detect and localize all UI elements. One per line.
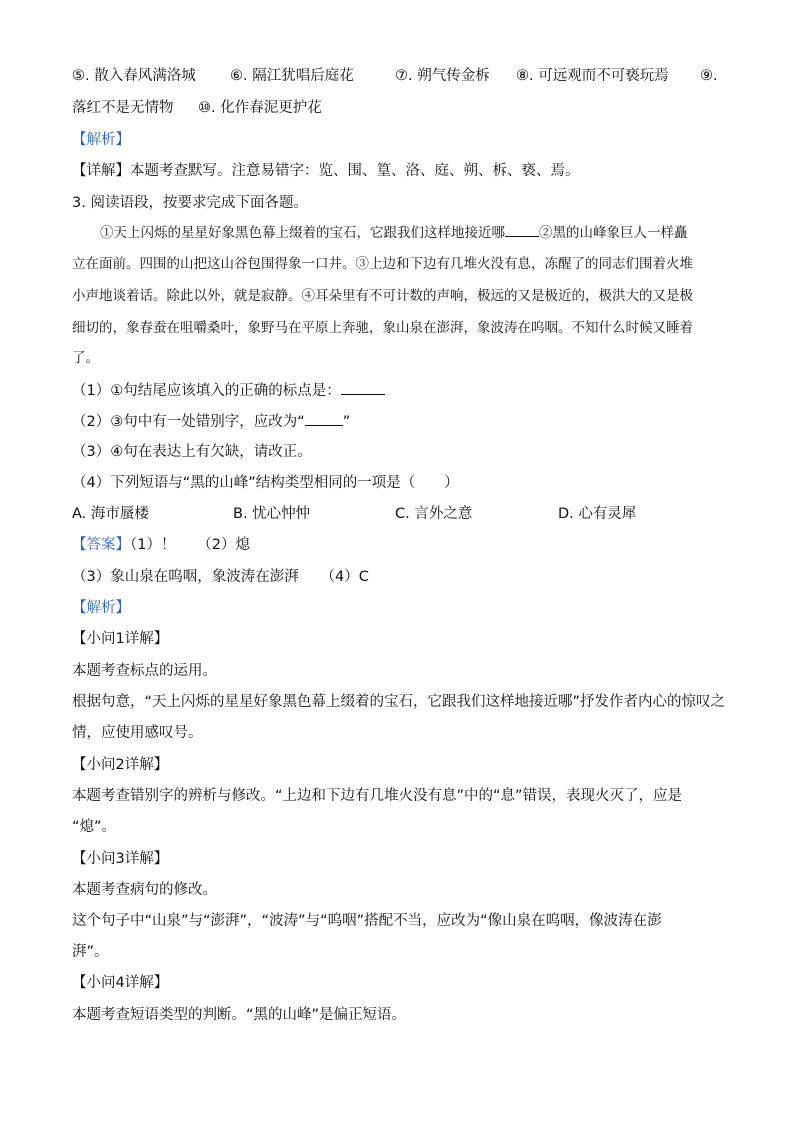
passage-line: 细切的，象春蚕在咀嚼桑叶，象野马在平原上奔驰，象山泉在澎湃，象波涛在呜咽。不知什么时候又睡着 bbox=[72, 320, 693, 336]
answer-item: ⑨. bbox=[700, 68, 718, 84]
passage-line: ①天上闪烁的星星好象黑色幕上缀着的宝石，它跟我们这样地接近哪 ②黑的山峰象巨人一样矗 bbox=[100, 222, 752, 243]
answer-blank bbox=[341, 380, 385, 395]
answer-line-1: 【答案】（1）！ （2）熄 bbox=[72, 537, 250, 553]
detail-text: 本题考查短语类型的判断。“黑的山峰”是偏正短语。 bbox=[72, 1007, 407, 1023]
detail-text: 本题考查病句的修改。 bbox=[72, 882, 217, 898]
sub-detail-heading: 【小问2详解】 bbox=[72, 757, 169, 773]
detail-text: “熄”。 bbox=[72, 819, 117, 835]
passage-line: 小声地谈着话。除此以外，就是寂静。④耳朵里有不可计数的声响，极远的又是极近的，极洪大的又是极 bbox=[72, 288, 693, 304]
answer-item: ⑩. 化作春泥更护花 bbox=[198, 100, 322, 116]
option-a: A. 海市蜃楼 bbox=[72, 506, 149, 522]
answer-item: ⑧. 可远观而不可亵玩焉 bbox=[516, 68, 669, 84]
sub-question-4: （4）下列短语与“黑的山峰”结构类型相同的一项是（ ） bbox=[72, 475, 459, 491]
answer-item: ⑤. 散入春风满洛城 bbox=[72, 68, 196, 84]
passage-line: 了。 bbox=[72, 350, 99, 366]
sub-detail-heading: 【小问4详解】 bbox=[72, 975, 169, 991]
answer-label: 【答案】 bbox=[72, 537, 130, 553]
analysis-label: 【解析】 bbox=[72, 132, 130, 148]
detail-text: 湃”。 bbox=[72, 944, 109, 960]
option-d: D. 心有灵犀 bbox=[558, 506, 637, 522]
sub-question-1: （1）①句结尾应该填入的正确的标点是： bbox=[72, 380, 385, 401]
answer-item: ⑥. 隔江犹唱后庭花 bbox=[230, 68, 354, 84]
sub-question-3: （3）④句在表达上有欠缺，请改正。 bbox=[72, 444, 312, 460]
sub-detail-heading: 【小问1详解】 bbox=[72, 631, 169, 647]
question-title: 3. 阅读语段，按要求完成下面各题。 bbox=[72, 195, 308, 211]
answer-line-2: （3）象山泉在呜咽，象波涛在澎湃 （4）C bbox=[72, 569, 369, 585]
detail-text: 这个句子中“山泉”与“澎湃”，“波涛”与“呜咽”搭配不当，应改为“像山泉在呜咽，像波涛在澎 bbox=[72, 913, 662, 929]
detail-text: 【详解】本题考查默写。注意易错字：览、围、篁、洛、庭、朔、柝、亵、焉。 bbox=[72, 163, 580, 179]
answer-item: ⑦. 朔气传金柝 bbox=[395, 68, 490, 84]
detail-text: 本题考查错别字的辨析与修改。“上边和下边有几堆火没有息”中的“息”错误，表现火灭了，应是 bbox=[72, 788, 683, 804]
answer-item: 落红不是无情物 bbox=[72, 100, 174, 116]
sub-question-2: （2）③句中有一处错别字，应改为“ ” bbox=[72, 411, 350, 432]
fill-blank bbox=[505, 222, 539, 237]
analysis-label: 【解析】 bbox=[72, 600, 130, 616]
detail-text: 本题考查标点的运用。 bbox=[72, 663, 217, 679]
answer-blank bbox=[305, 411, 343, 426]
detail-text: 情，应使用感叹号。 bbox=[72, 725, 203, 741]
passage-line: 立在面前。四围的山把这山谷包围得象一口井。③上边和下边有几堆火没有息，冻醒了的同志们围着火堆 bbox=[72, 256, 693, 272]
option-c: C. 言外之意 bbox=[395, 506, 473, 522]
detail-text: 根据句意，“天上闪烁的星星好象黑色幕上缀着的宝石，它跟我们这样地接近哪”抒发作者内心的惊叹之 bbox=[72, 694, 726, 710]
option-b: B. 忧心忡忡 bbox=[233, 506, 311, 522]
sub-detail-heading: 【小问3详解】 bbox=[72, 851, 169, 867]
